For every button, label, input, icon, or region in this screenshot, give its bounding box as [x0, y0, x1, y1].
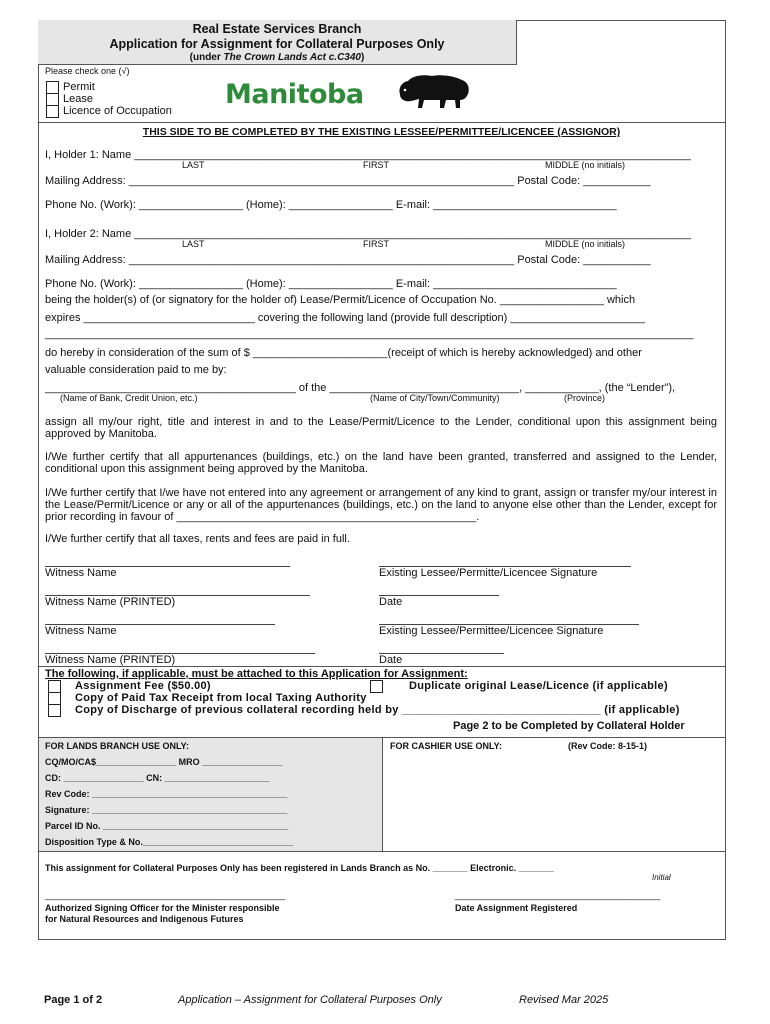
assignment-paragraph: assign all my/our right, title and interest in and to the Lease/Permit/Licence to the Lender, conditional upon this assignment being approved by Manitoba.	[45, 416, 717, 440]
footer-form-title: Application – Assignment for Collateral Purposes Only	[178, 994, 442, 1006]
witness2-printed-label: Witness Name (PRINTED)	[45, 654, 176, 666]
page-number: Page 1 of 2	[44, 994, 103, 1006]
rev-code-field[interactable]: Rev Code: _______________________________________	[45, 789, 288, 799]
permit-label: Permit	[63, 81, 95, 93]
lease-label: Lease	[63, 93, 93, 105]
bank-sublabel: (Name of Bank, Credit Union, etc.)	[60, 393, 198, 403]
witness2-label: Witness Name	[45, 625, 117, 637]
attachments-heading: The following, if applicable, must be attached to this Application for Assignment:	[45, 668, 468, 680]
office-use-separator	[382, 737, 383, 851]
lender-field[interactable]: _________________________________________ of the _______________________________, ____________, (the “Lender”),	[45, 382, 676, 394]
disposition-field[interactable]: Disposition Type & No.______________________________	[45, 837, 293, 847]
page2-note: Page 2 to be Completed by Collateral Holder	[453, 720, 685, 732]
taxes-paid-paragraph: I/We further certify that all taxes, rents and fees are paid in full.	[45, 533, 350, 545]
discharge-checkbox[interactable]	[48, 704, 61, 717]
form-subtitle: (under The Crown Lands Act c.C340)	[189, 52, 365, 63]
lands-signature-field[interactable]: Signature: _______________________________________	[45, 805, 288, 815]
form-title-branch: Real Estate Services Branch	[192, 22, 362, 36]
holder2-first-label: FIRST	[363, 239, 389, 249]
signature1-label: Existing Lessee/Permitte/Licencee Signature	[379, 567, 598, 579]
lands-branch-heading: FOR LANDS BRANCH USE ONLY:	[45, 741, 190, 751]
fee-label: Assignment Fee ($50.00)	[75, 680, 211, 692]
officer-label-line1: Authorized Signing Officer for the Minister responsible	[45, 903, 280, 913]
witness1-printed-label: Witness Name (PRINTED)	[45, 596, 176, 608]
section-divider	[38, 122, 725, 123]
tax-receipt-label: Copy of Paid Tax Receipt from local Taxing Authority	[75, 692, 367, 704]
duplicate-checkbox[interactable]	[370, 680, 383, 693]
holder2-mailing-address-field[interactable]: Mailing Address: _______________________________________________________________ Postal Code: ___________	[45, 254, 651, 266]
officer-label-line2: for Natural Resources and Indigenous Futures	[45, 914, 244, 924]
no-other-agreement-paragraph: I/We further certify that I/we have not entered into any agreement or arrangement of any kind to grant, assign or transfer my/our interest in the Lease/Permit/Licence or any or all of the appurtenances (buildings, etc.) on the land to anyone else other than the Lender, except for prior recording in favour of _________________________________________________.	[45, 487, 717, 523]
check-prompt: Please check one (√)	[45, 66, 130, 76]
holder2-middle-label: MIDDLE (no initials)	[545, 239, 626, 249]
cq-mro-field[interactable]: CQ/MO/CA$________________ MRO ________________	[45, 757, 283, 767]
land-description-field[interactable]: expires ____________________________ covering the following land (provide full description) ______________________	[45, 312, 645, 324]
officer-signature-line[interactable]: ________________________________________________	[45, 890, 286, 900]
holder1-first-label: FIRST	[363, 160, 389, 170]
land-description-continued[interactable]: __________________________________________________________________________________________________________	[45, 328, 694, 340]
form-title: Application for Assignment for Collateral Purposes Only	[109, 37, 445, 51]
registration-date-line[interactable]: _________________________________________	[455, 890, 661, 900]
bison-logo-icon	[394, 72, 474, 112]
date2-label: Date	[379, 654, 403, 666]
city-sublabel: (Name of City/Town/Community)	[370, 393, 500, 403]
initial-label: Initial	[652, 873, 671, 882]
holder1-middle-label: MIDDLE (no initials)	[545, 160, 626, 170]
signature2-label: Existing Lessee/Permittee/Licencee Signature	[379, 625, 604, 637]
date-registered-label: Date Assignment Registered	[455, 903, 578, 913]
valuable-consideration-text: valuable consideration paid to me by:	[45, 364, 227, 376]
date1-label: Date	[379, 596, 403, 608]
manitoba-logo-text: Manitoba	[225, 79, 364, 110]
duplicate-label: Duplicate original Lease/Licence (if applicable)	[409, 680, 668, 692]
registration-divider	[38, 851, 725, 852]
lease-number-field[interactable]: being the holder(s) of (or signatory for the holder of) Lease/Permit/Licence of Occupation No. _________________ which	[45, 294, 636, 306]
cashier-rev-code: (Rev Code: 8-15-1)	[568, 741, 648, 751]
holder1-last-label: LAST	[182, 160, 205, 170]
licence-checkbox[interactable]	[46, 105, 59, 118]
assignor-section-heading: THIS SIDE TO BE COMPLETED BY THE EXISTING LESSEE/PERMITTEE/LICENCEE (ASSIGNOR)	[142, 126, 621, 138]
province-sublabel: (Province)	[564, 393, 606, 403]
discharge-label: Copy of Discharge of previous collateral recording held by _______________________________ (if applicable)	[75, 704, 680, 716]
holder2-last-label: LAST	[182, 239, 205, 249]
appurtenances-paragraph: I/We further certify that all appurtenances (buildings, etc.) on the land have been granted, transferred and assigned to the Lender, conditional upon this assignment being approved by the Manitoba.	[45, 451, 717, 475]
cd-cn-field[interactable]: CD: ________________ CN: _____________________	[45, 773, 270, 783]
holder2-name-field[interactable]: I, Holder 2: Name ___________________________________________________________________________________________	[45, 228, 691, 240]
witness1-label: Witness Name	[45, 567, 117, 579]
holder1-phone-field[interactable]: Phone No. (Work): _________________ (Home): _________________ E-mail: ______________________________	[45, 199, 617, 211]
holder1-name-field[interactable]: I, Holder 1: Name ___________________________________________________________________________________________	[45, 149, 691, 161]
licence-label: Licence of Occupation	[63, 105, 172, 117]
cashier-heading: FOR CASHIER USE ONLY:	[390, 741, 503, 751]
consideration-sum-field[interactable]: do hereby in consideration of the sum of $ ______________________(receipt of which is hereby acknowledged) and other	[45, 347, 642, 359]
parcel-id-field[interactable]: Parcel ID No. _____________________________________	[45, 821, 289, 831]
holder2-phone-field[interactable]: Phone No. (Work): _________________ (Home): _________________ E-mail: ______________________________	[45, 278, 617, 290]
footer-revised-date: Revised Mar 2025	[519, 994, 609, 1006]
registration-text[interactable]: This assignment for Collateral Purposes Only has been registered in Lands Branch as No. _______ Electronic. _______	[45, 863, 554, 873]
holder1-mailing-address-field[interactable]: Mailing Address: _______________________________________________________________ Postal Code: ___________	[45, 175, 651, 187]
attachments-divider	[38, 666, 725, 667]
